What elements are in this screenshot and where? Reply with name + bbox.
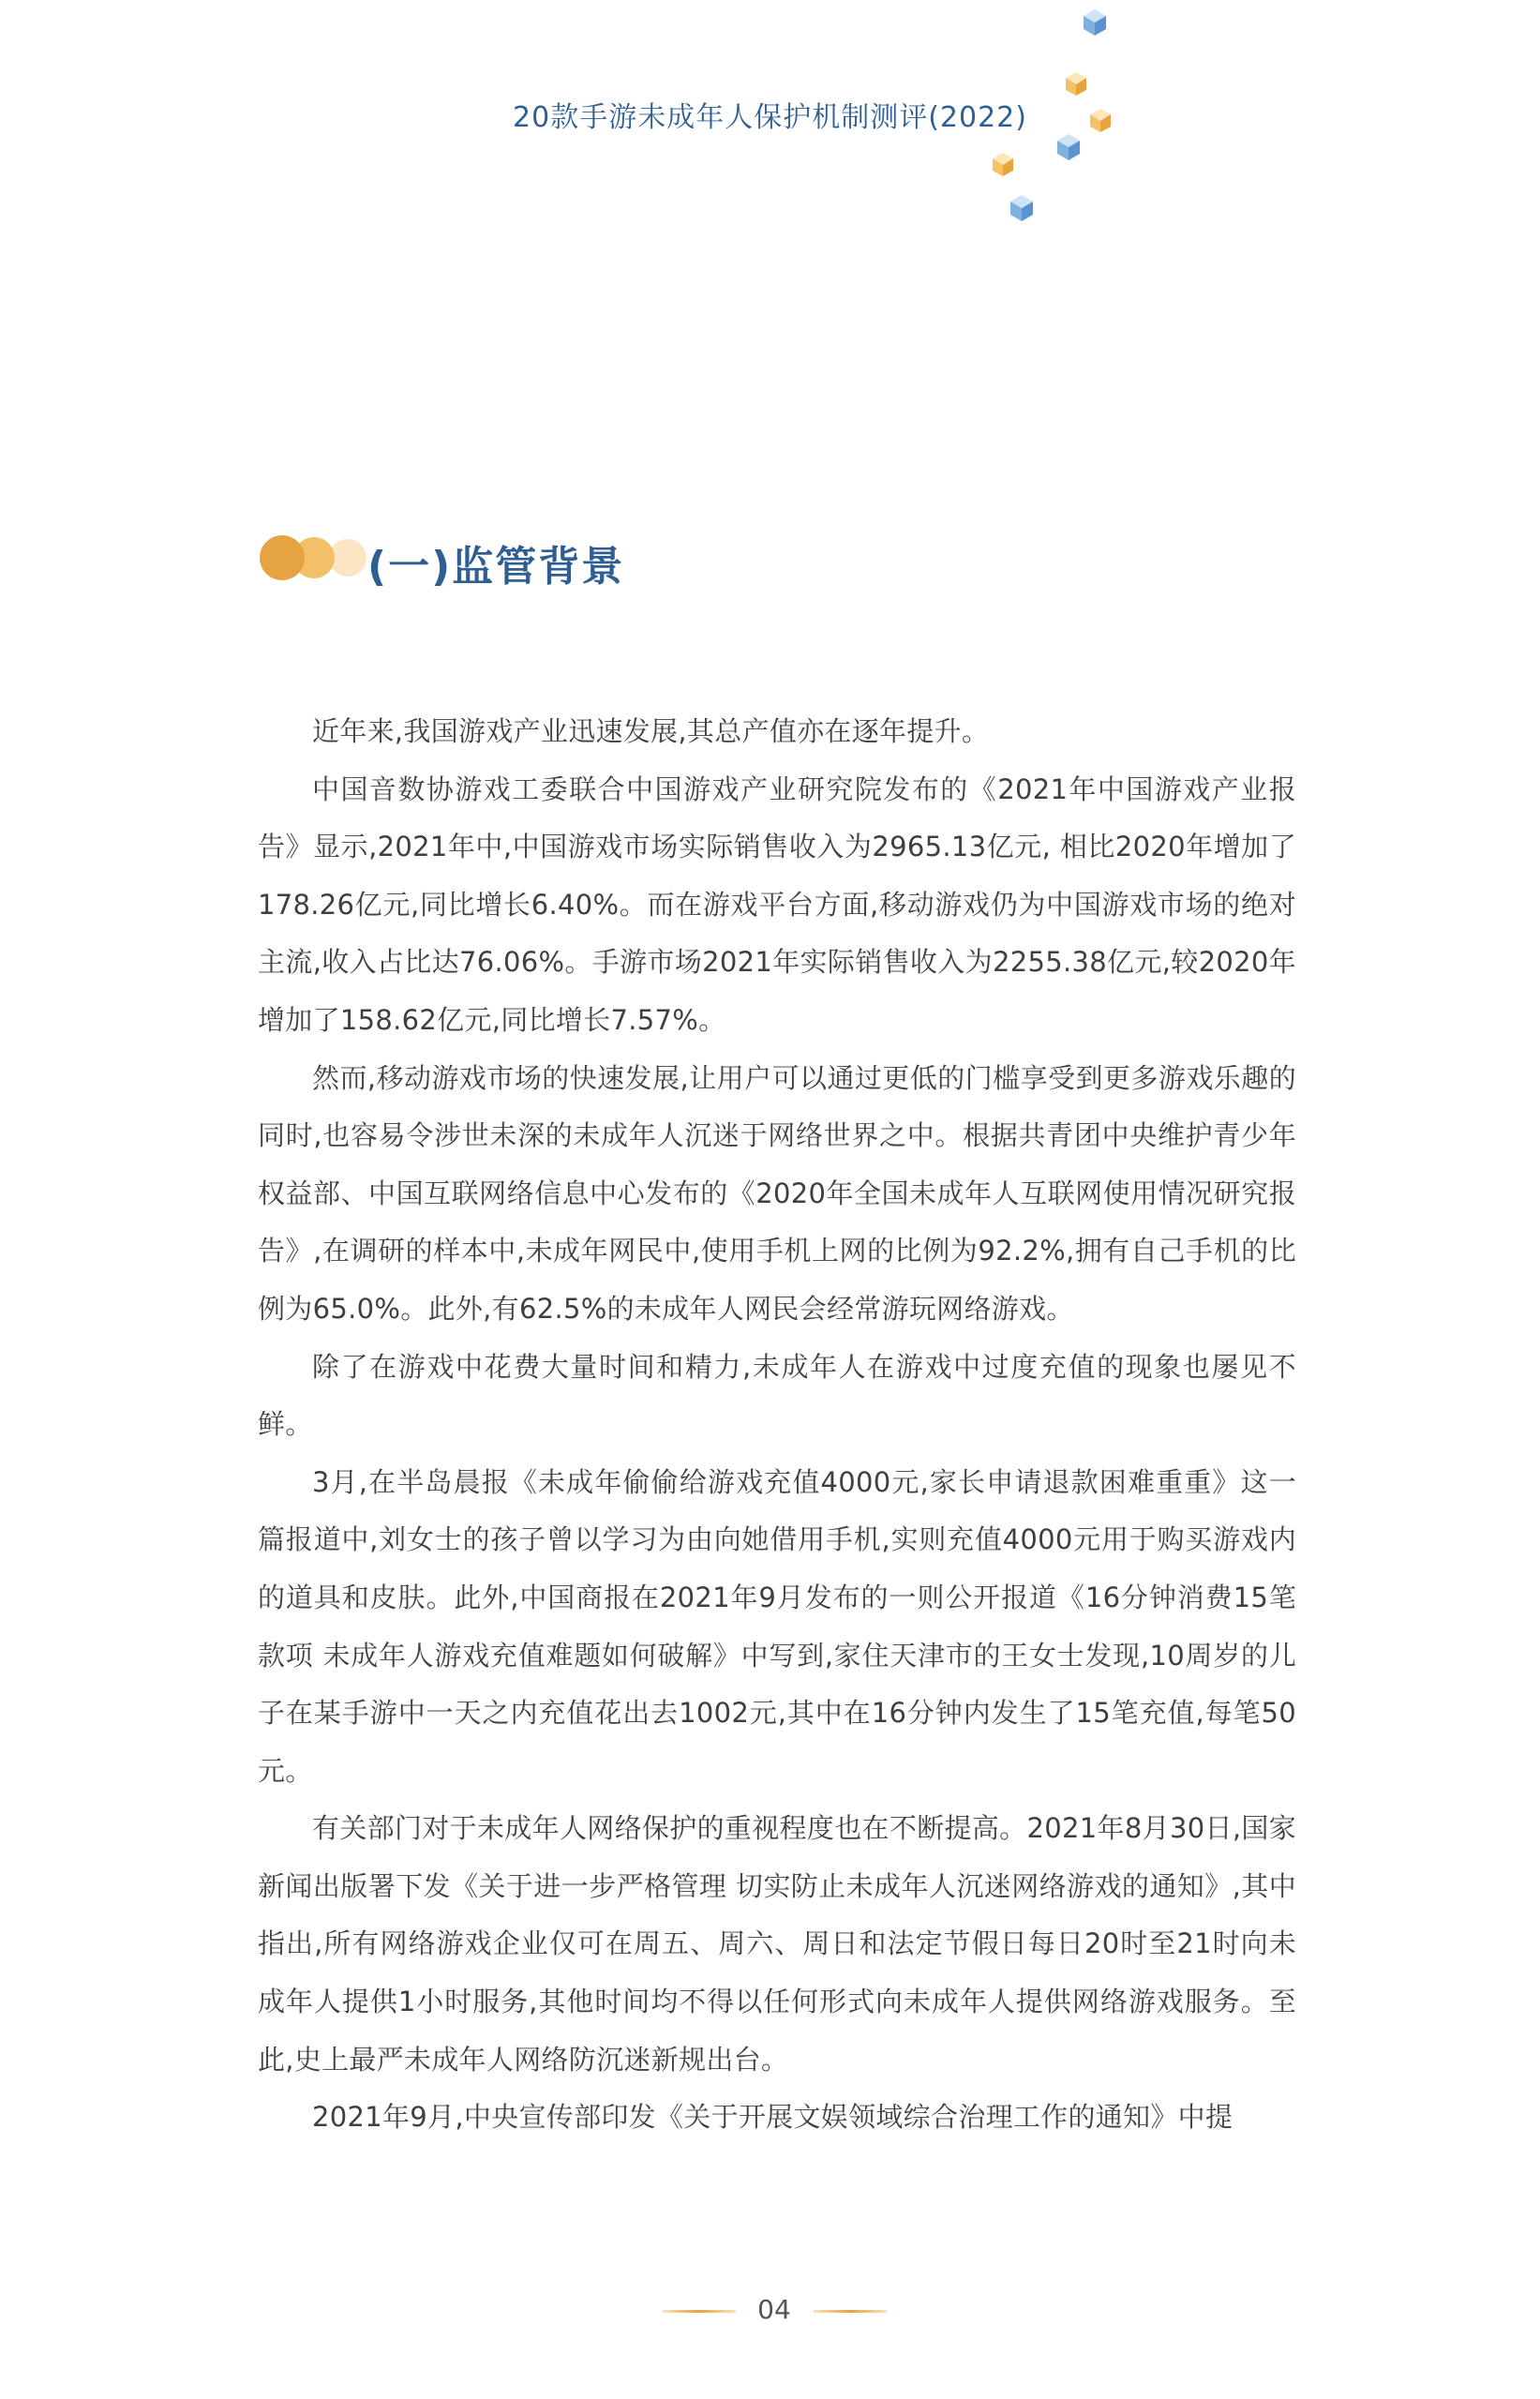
paragraph: 近年来,我国游戏产业迅速发展,其总产值亦在逐年提升。 [312, 715, 990, 747]
cube-icon [1010, 195, 1033, 221]
section-heading [258, 525, 914, 591]
cube-icon [1057, 134, 1080, 160]
paragraph: 有关部门对于未成年人网络保护的重视程度也在不断提高。2021年8月30日,国家新闻出版署下发《关于进一步严格管理 切实防止未成年人沉迷网络游戏的通知》,其中指出,所有网络游戏企业仅可在周五、周六、周日和法定节假日每日20时至21时向未成年人提供1小时服务,其他时间均不得以任何形式向未成年人提供网络游戏服务。至此,史上最严未成年人网络防沉迷新规出台。 [258, 1812, 1296, 2076]
paragraph: 然而,移动游戏市场的快速发展,让用户可以通过更低的门槛享受到更多游戏乐趣的同时,也容易令涉世未深的未成年人沉迷于网络世界之中。根据共青团中央维护青少年权益部、中国互联网络信息中心发布的《2020年全国未成年人互联网使用情况研究报告》,在调研的样本中,未成年网民中,使用手机上网的比例为92.2%,拥有自己手机的比例为65.0%。此外,有62.5%的未成年人网民会经常游玩网络游戏。 [258, 1061, 1296, 1325]
cube-icon [993, 153, 1013, 176]
cube-icon [1090, 109, 1111, 132]
page-number: 04 [757, 2294, 791, 2325]
body-text [258, 703, 1296, 2147]
page-footer [0, 2292, 1540, 2330]
footer-divider-right [814, 2310, 887, 2313]
decorative-cubes [975, 0, 1162, 225]
paragraph: 3月,在半岛晨报《未成年偷偷给游戏充值4000元,家长申请退款困难重重》这一篇报道中,刘女士的孩子曾以学习为由向她借用手机,实则充值4000元用于购买游戏内的道具和皮肤。此外,中国商报在2021年9月发布的一则公开报道《16分钟消费15笔款项 未成年人游戏充值难题如何破解》中写到,家住天津市的王女士发现,10周岁的儿子在某手游中一天之内充值花出去1002元,其中在16分钟内发生了15笔充值,每笔50元。 [258, 1465, 1296, 1787]
paragraph: 中国音数协游戏工委联合中国游戏产业研究院发布的《2021年中国游戏产业报告》显示,2021年中,中国游戏市场实际销售收入为2965.13亿元, 相比2020年增加了178.26亿元,同比增长6.40%。而在游戏平台方面,移动游戏仍为中国游戏市场的绝对主流,收入占比达76.06%。手游市场2021年实际销售收入为2255.38亿元,较2020年增加了158.62亿元,同比增长7.57%。 [258, 772, 1296, 1036]
heading-dots-icon [258, 532, 370, 584]
section-title: (一)监管背景 [367, 543, 625, 591]
page-header-title: 20款手游未成年人保护机制测评(2022) [513, 101, 1027, 134]
cube-icon [1084, 9, 1106, 36]
cube-icon [1066, 72, 1086, 96]
footer-divider-left [663, 2310, 736, 2313]
paragraph: 2021年9月,中央宣传部印发《关于开展文娱领域综合治理工作的通知》中提 [312, 2101, 1233, 2134]
paragraph: 除了在游戏中花费大量时间和精力,未成年人在游戏中过度充值的现象也屡见不鲜。 [258, 1350, 1296, 1441]
